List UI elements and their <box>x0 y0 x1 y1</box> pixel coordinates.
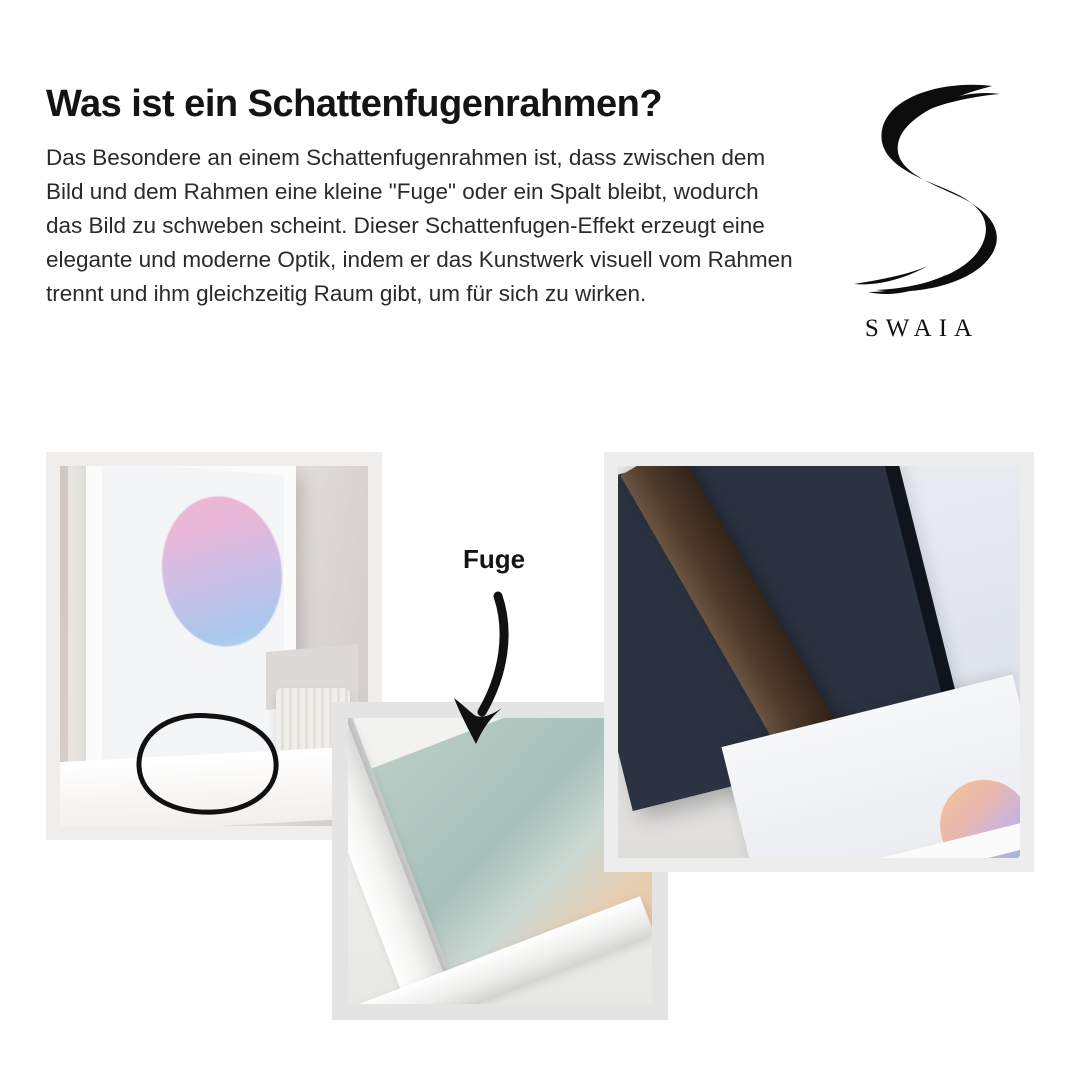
gradient-circle-artwork <box>162 492 282 651</box>
white-shadow-gap-frame <box>86 466 296 794</box>
annotation-label-fuge: Fuge <box>463 544 526 574</box>
frame-mat <box>102 466 284 779</box>
photo-left-content <box>60 466 368 826</box>
photo-dark-and-wood-frame-detail <box>604 452 1034 872</box>
brand-wordmark: SWAIA <box>864 315 980 342</box>
photo-right-content <box>618 466 1020 858</box>
intro-paragraph: Das Besondere an einem Schattenfugenrahmen ist, dass zwischen dem Bild und dem Rahmen eine kleine "Fuge" oder ein Spalt bleibt, wodurch das Bild zu schweben scheint. Dieser Schattenfugen-Effekt erzeugt eine elegante und moderne Optik, indem er das Kunstwerk visuell vom Rahmen trennt und ihm gleichzeitig Raum gibt, um für sich zu wirken. <box>46 144 793 307</box>
page-title: Was ist ein Schattenfugenrahmen? <box>46 83 663 126</box>
